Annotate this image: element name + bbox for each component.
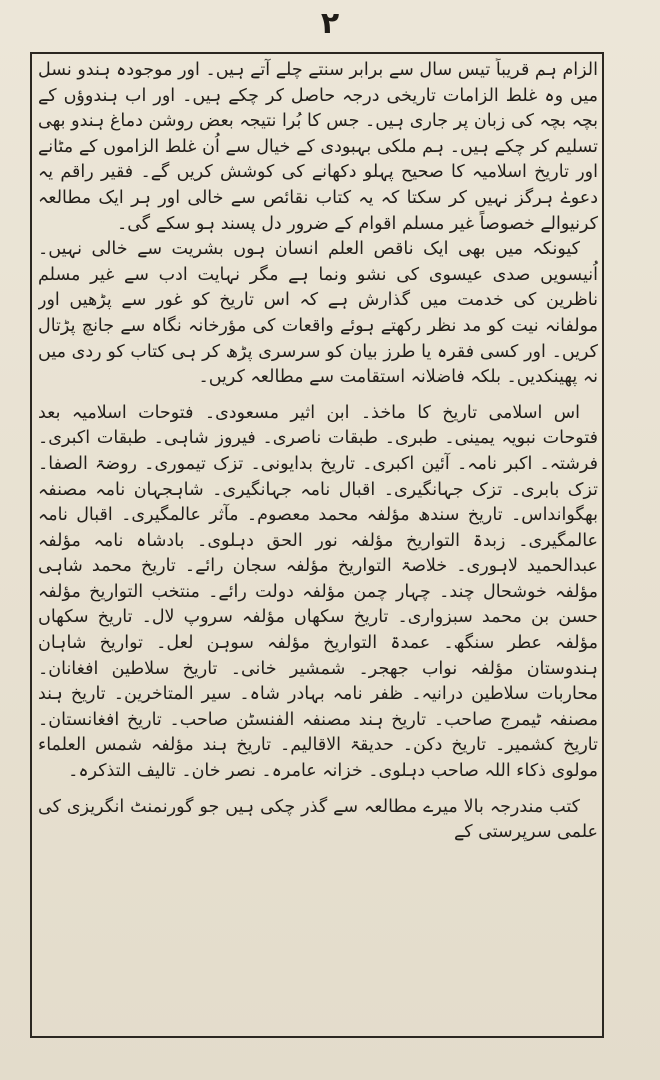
paragraph-closing: کتب مندرجہ بالا میرے مطالعہ سے گذر چکی ہیں جو گورنمنٹ انگریزی کی علمی سرپرستی کے [38,796,598,843]
paragraph-sources: اس اسلامی تاریخ کا ماخذ۔ ابن اثیر مسعودی۔ فتوحات اسلامیہ بعد فتوحات نبویہ یمینی۔ طبری۔ طبقات ناصری۔ فیروز شاہی۔ طبقات اکبری۔ فرشتہ۔ اکبر نامہ۔ آئین اکبری۔ تاریخ بدایونی۔ تزک تیموری۔ روضۃ الصفا۔ تزک بابری۔ تزک جہانگیری۔ اقبال نامہ جہانگیری۔ شاہجہان نامہ مصنفہ بھگوانداس۔ تاریخ سندھ مؤلفہ محمد معصوم۔ مآثر عالمگیری۔ اقبال نامہ عالمگیری۔ زبدۃ التواریخ مؤلفہ نور الحق دہلوی۔ بادشاہ نامہ مؤلفہ عبدالحمید لاہوری۔ خلاصۃ التواریخ مؤلفہ سجان رائے۔ تاریخ محمد شاہی مؤلفہ خوشحال چند۔ چہار چمن مؤلفہ دولت رائے۔ منتخب التواریخ مؤلفہ حسن بن محمد سبزواری۔ تاریخ سکھاں مؤلفہ سروپ لال۔ تاریخ سکھاں مؤلفہ عطر سنگھ۔ عمدۃ التواریخ مؤلفہ سوہن لعل۔ تواریخ شاہان ہندوستان مؤلفہ نواب جھجر۔ شمشیر خانی۔ تاریخ سلاطین افغانان۔ محاربات سلاطین درانیہ۔ ظفر نامہ بہادر شاہ۔ سیر المتاخرین۔ تاریخ ہند مصنفہ ٹیمرج صاحب۔ تاریخ ہند مصنفہ الفنسٹن صاحب۔ تاریخ افغانستان۔ تاریخ کشمیر۔ تاریخ دکن۔ حدیقۃ الاقالیم۔ تاریخ ہند مؤلفہ شمس العلماء مولوی ذکاء اللہ صاحب دہلوی۔ خزانہ عامرہ۔ نصر خان۔ تالیف التذکرہ۔ [38,402,598,782]
paragraph-request: کیونکہ میں بھی ایک ناقص العلم انسان ہوں بشریت سے خالی نہیں۔ اُنیسویں صدی عیسوی کی نشو ونما ہے مگر نہایت ادب سے غیر مسلم ناظرین کی خدمت میں گذارش ہے کہ اس تاریخ کو غور سے پڑھیں اور مولفانہ نیت کو مد نظر رکھتے ہوئے واقعات کی مؤرخانہ نگاہ سے جانچ پڑتال کریں۔ اور کسی فقرہ یا طرز بیان کو سرسری پڑھ کر ہی کتاب کو ردی میں نہ پھینکدیں۔ بلکہ فاضلانہ استقامت سے مطالعہ کریں۔ [38,239,598,388]
paragraph-gap [38,391,598,401]
paragraph-intro: الزام ہم قریباً تیس سال سے برابر سنتے چلے آتے ہیں۔ اور موجودہ ہندو نسل میں وہ غلط الزامات تاریخی درجہ حاصل کر چکے ہیں۔ اور اب ہندوؤں کے بچہ بچہ کی زبان پر جاری ہیں۔ جس کا بُرا نتیجہ بعض روشن دماغ ہندو بھی تسلیم کر چکے ہیں۔ ہم ملکی بہبودی کے خیال سے اُن غلط الزاموں کے مٹانے اور تاریخ اسلامیہ کا صحیح پہلو دکھانے کی کوشش کریں گے۔ فقیر راقم یہ دعوےٰ ہرگز نہیں کر سکتا کہ یہ کتاب نقائص سے خالی اور ہر ایک مطالعہ کرنیوالے خصوصاً غیر مسلم اقوام کے ضرور دل پسند ہو سکے گی۔ [38,60,598,234]
page-number: ۲ [320,6,340,41]
paragraph-gap [38,785,598,795]
page-body [38,58,598,1038]
